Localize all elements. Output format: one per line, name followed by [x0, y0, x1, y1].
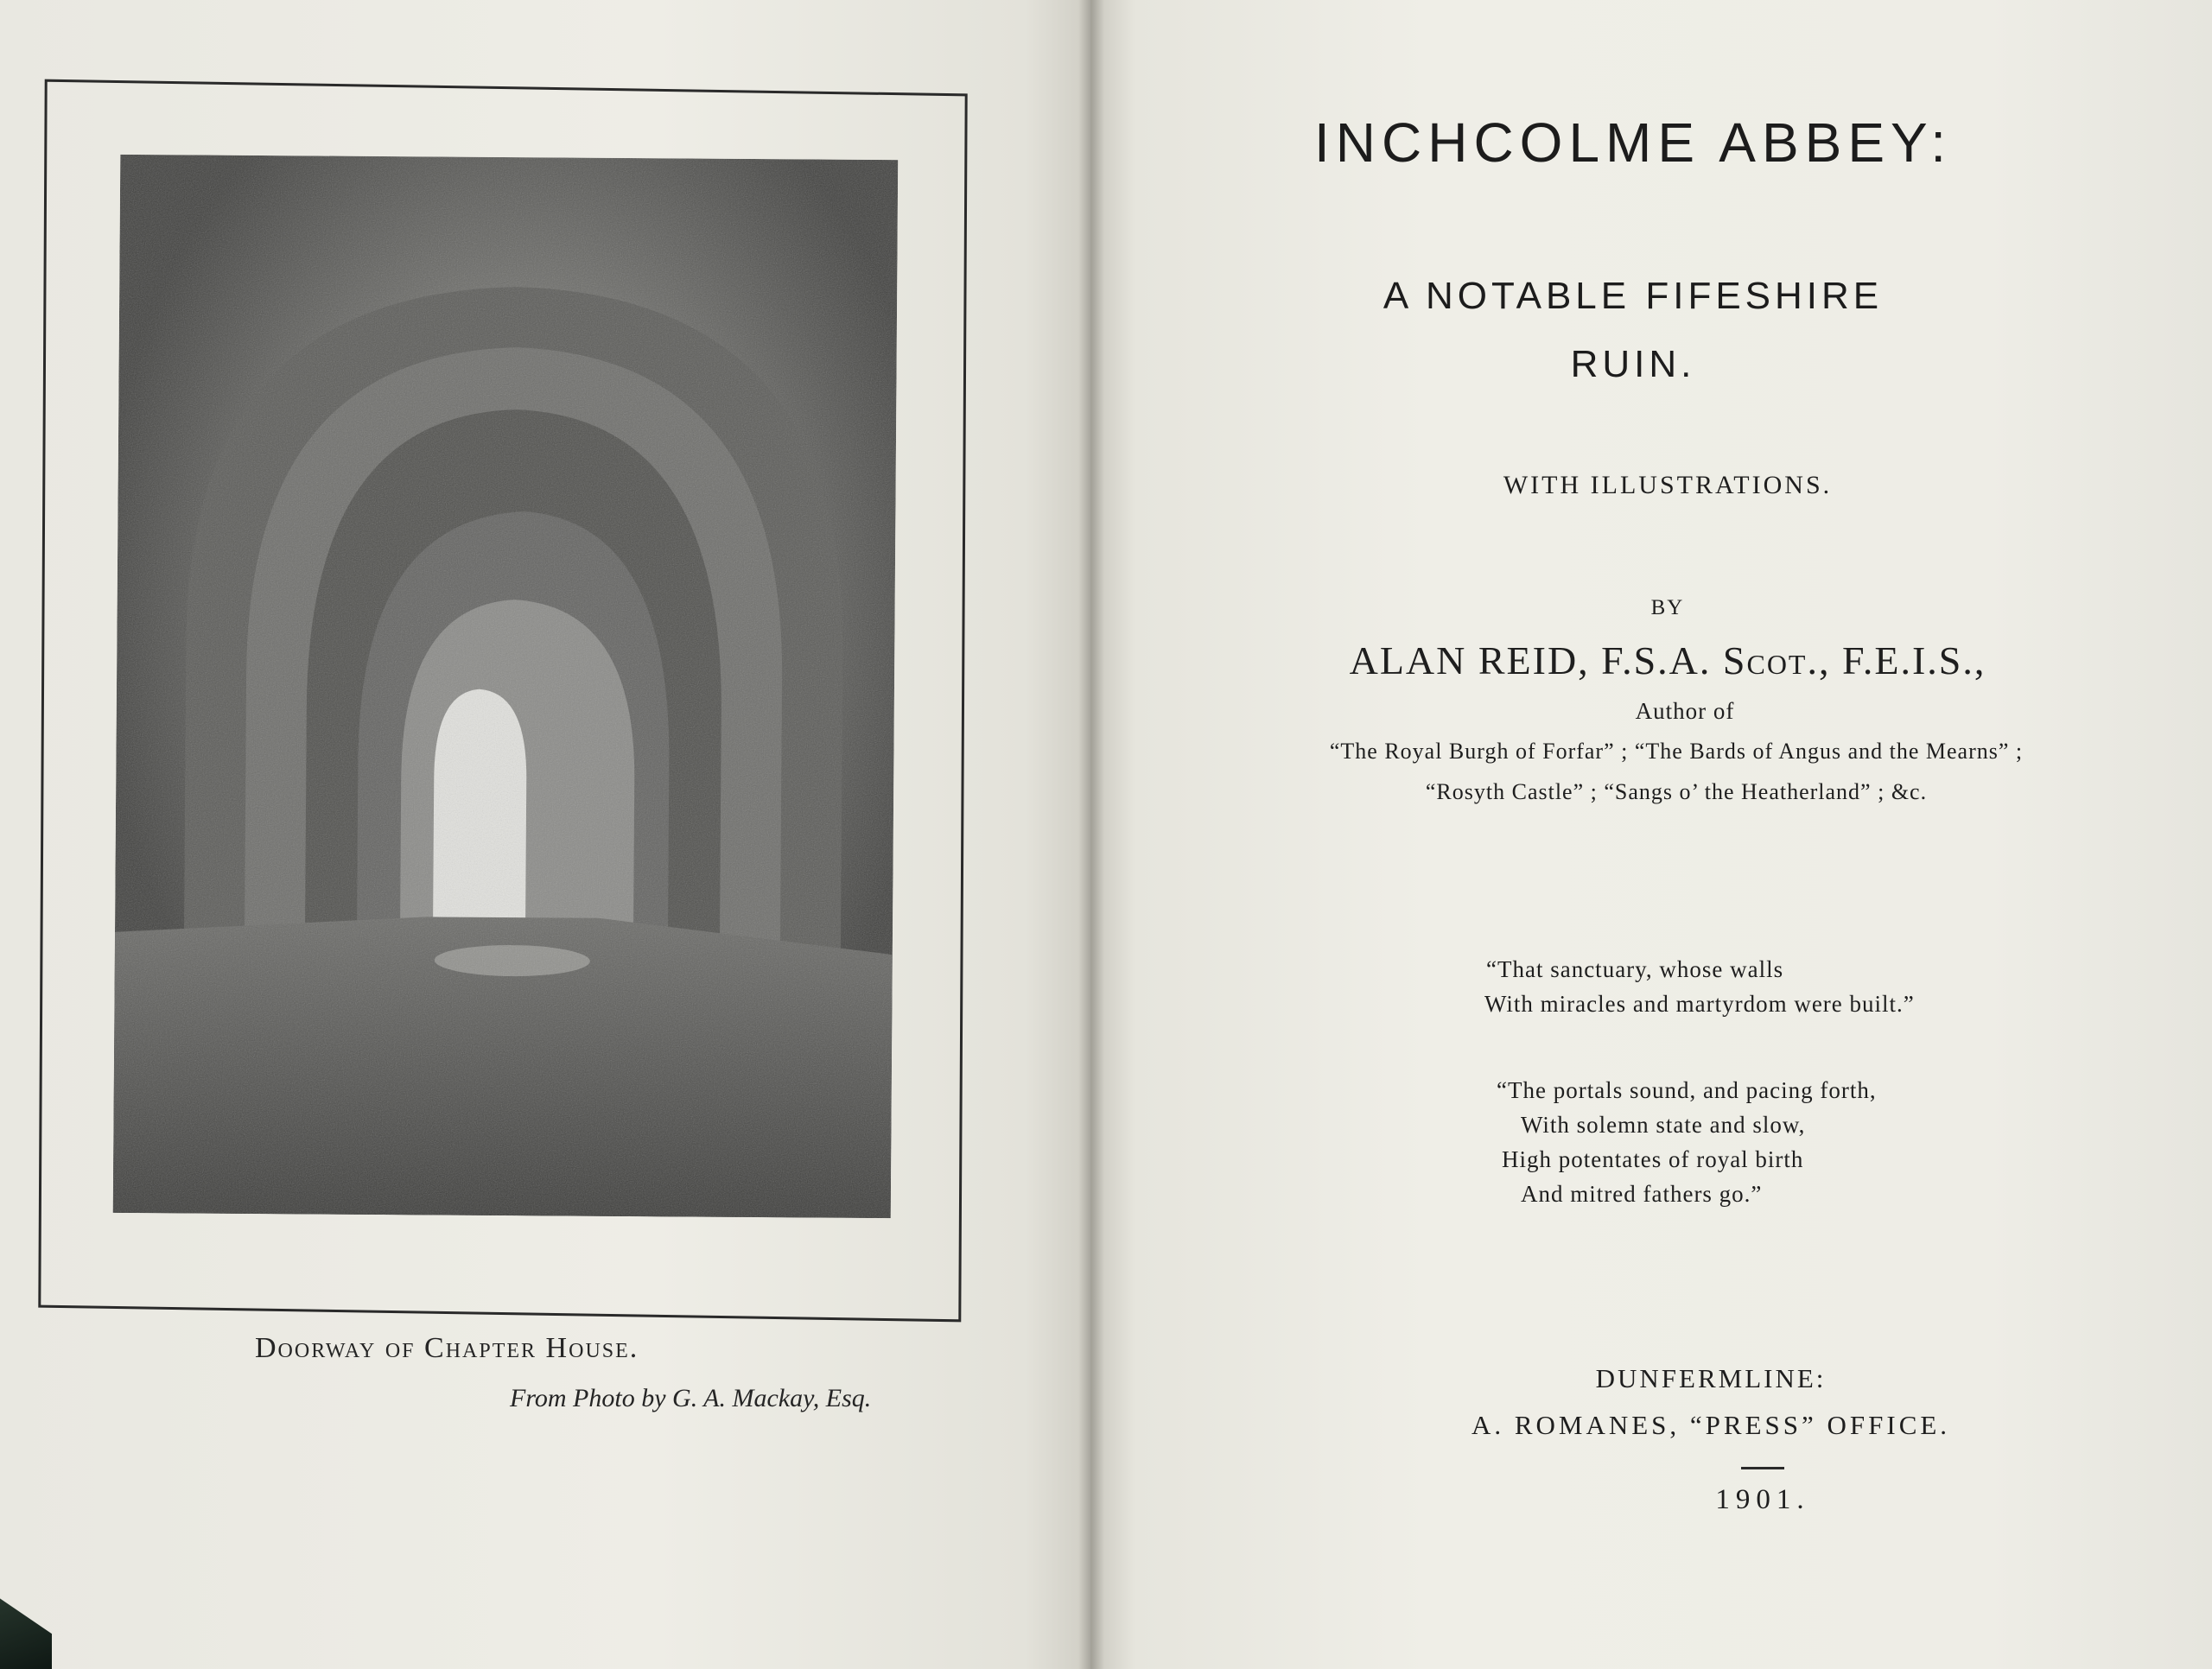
epigraph-1	[1484, 952, 1915, 1021]
epigraph-2-line: With solemn state and slow,	[1521, 1112, 1806, 1138]
with-illustrations: WITH ILLUSTRATIONS.	[1503, 471, 1833, 499]
divider-rule	[1741, 1467, 1784, 1469]
author-name: ALAN REID, F.S.A.	[1349, 638, 1712, 682]
photo-credit: From Photo by G. A. Mackay, Esq.	[510, 1384, 872, 1412]
publisher: A. ROMANES, “PRESS” OFFICE.	[1471, 1410, 1951, 1440]
left-page	[0, 0, 1090, 1669]
book-subtitle-line1: A NOTABLE FIFESHIRE	[1382, 275, 1884, 317]
works-line2: “Rosyth Castle” ; “Sangs o’ the Heatherland” ; &c.	[1425, 779, 1928, 804]
epigraph-2-line: High potentates of royal birth	[1502, 1146, 1804, 1172]
publication-year: 1901.	[1715, 1484, 1810, 1515]
frontispiece-photo	[113, 155, 899, 1218]
book-cover-corner	[0, 1581, 52, 1669]
works-line1: “The Royal Burgh of Forfar” ; “The Bards of Angus and the Mearns” ;	[1329, 739, 2024, 764]
by-label: BY	[1650, 596, 1685, 619]
book-gutter	[1078, 0, 1104, 1669]
author-line	[1279, 638, 2056, 683]
epigraph-1-line: “That sanctuary, whose walls	[1486, 956, 1784, 982]
epigraph-1-line: With miracles and martyrdom were built.”	[1484, 991, 1915, 1017]
book-subtitle-line2: RUIN.	[1570, 343, 1696, 385]
publication-place: DUNFERMLINE:	[1595, 1363, 1827, 1393]
author-of-label: Author of	[1635, 698, 1735, 724]
author-feis: , F.E.I.S.,	[1818, 638, 1986, 682]
epigraph-2	[1497, 1073, 1877, 1211]
epigraph-2-line: And mitred fathers go.”	[1521, 1181, 1763, 1207]
frontispiece-caption: Doorway of Chapter House.	[255, 1332, 639, 1364]
book-title: INCHCOLME ABBEY:	[1314, 111, 1952, 174]
epigraph-2-line: “The portals sound, and pacing forth,	[1497, 1077, 1877, 1103]
author-scot: Scot.	[1722, 638, 1819, 682]
